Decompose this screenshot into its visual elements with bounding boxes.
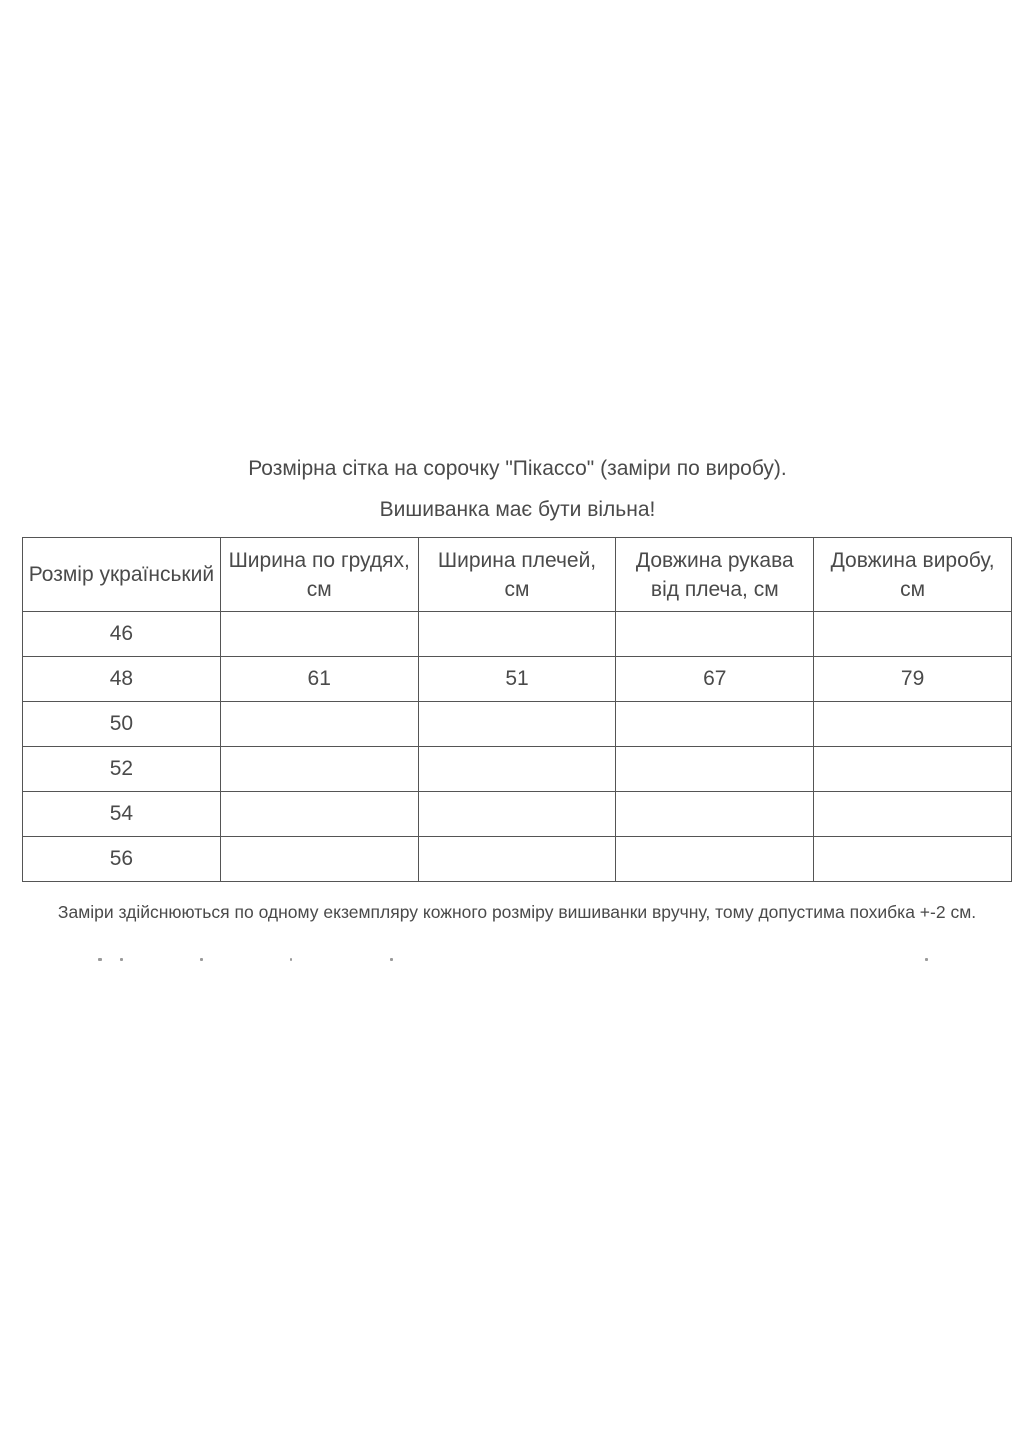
table-row [23,747,1012,792]
table-cell [220,612,418,657]
table-row [23,612,1012,657]
table-cell [814,612,1012,657]
column-header-chest-width: Ширина по грудях, см [220,538,418,612]
table-cell [220,837,418,882]
table-cell: 56 [23,837,221,882]
table-cell: 51 [418,657,616,702]
table-cell [220,702,418,747]
table-row [23,837,1012,882]
table-cell [220,747,418,792]
page-subtitle: Вишиванка має бути вільна! [379,498,656,521]
measurement-note: Заміри здійснюються по одному екземпляру кожного розміру вишиванки вручну, тому допустима похибка +-2 см. [57,902,977,922]
table-cell: 67 [616,657,814,702]
table-row [23,792,1012,837]
table-cell [814,747,1012,792]
table-cell [616,612,814,657]
cut-off-text-line [90,958,940,964]
table-cell [814,837,1012,882]
table-cell [418,792,616,837]
column-header-size: Розмір український [23,538,221,612]
table-cell [616,747,814,792]
table-cell: 61 [220,657,418,702]
table-cell [220,792,418,837]
table-cell [418,612,616,657]
table-cell [616,792,814,837]
column-header-product-length: Довжина виробу, см [814,538,1012,612]
table-cell [418,837,616,882]
column-header-sleeve-length: Довжина рукава від плеча, см [616,538,814,612]
table-cell [814,792,1012,837]
table-cell: 48 [23,657,221,702]
table-cell [616,702,814,747]
table-cell [418,702,616,747]
table-row [23,657,1012,702]
table-cell: 79 [814,657,1012,702]
page-title: Розмірна сітка на сорочку "Пікассо" (заміри по виробу). [248,457,787,480]
column-header-shoulder-width: Ширина плечей, см [418,538,616,612]
table-cell: 46 [23,612,221,657]
table-cell [616,837,814,882]
size-table [22,537,1012,882]
table-row [23,702,1012,747]
table-cell: 50 [23,702,221,747]
table-header-row [23,538,1012,612]
table-cell [418,747,616,792]
table-cell: 54 [23,792,221,837]
table-cell: 52 [23,747,221,792]
table-cell [814,702,1012,747]
